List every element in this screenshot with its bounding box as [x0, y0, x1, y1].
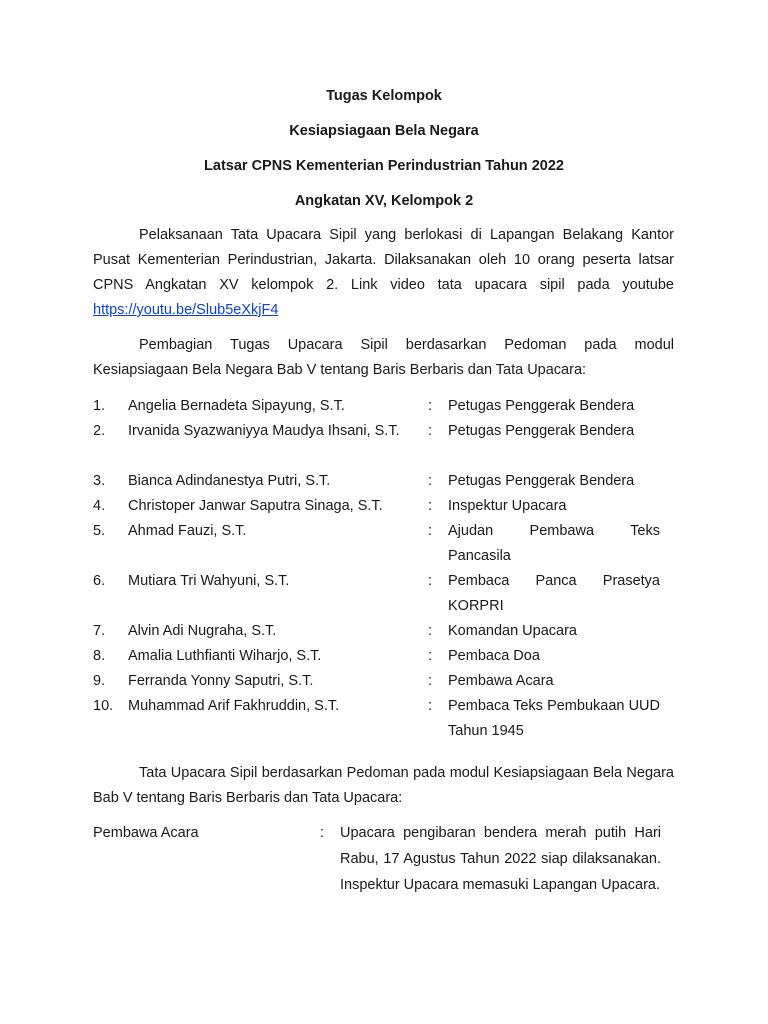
separator-colon: :: [428, 573, 433, 589]
procedure-paragraph: [93, 761, 674, 811]
item-number: 4.: [93, 498, 106, 514]
item-number: 7.: [93, 623, 106, 639]
document-group: Angkatan XV, Kelompok 2: [294, 193, 474, 209]
document-title: Tugas Kelompok: [326, 88, 442, 104]
member-name: Ferranda Yonny Saputri, S.T.: [128, 673, 314, 689]
separator-colon: :: [428, 398, 433, 414]
duty-text: Upacara pengibaran bendera merah putih Hari Rabu, 17 Agustus Tahun 2022 siap dilaksanakan. Inspektur Upacara memasuki Lapangan Upacara.: [340, 825, 661, 893]
separator-colon: :: [320, 825, 325, 841]
separator-colon: :: [428, 673, 433, 689]
member-name: Irvanida Syazwaniyya Maudya Ihsani, S.T.: [128, 423, 400, 439]
list-item: [93, 394, 673, 419]
duty-label: Pembawa Acara: [93, 825, 199, 841]
member-role: Komandan Upacara: [448, 623, 577, 639]
member-role: Pembawa Acara: [448, 673, 554, 689]
list-item: [93, 669, 673, 694]
member-role: Pembaca Teks Pembukaan UUD Tahun 1945: [448, 698, 660, 739]
member-name: Bianca Adindanestya Putri, S.T.: [128, 473, 331, 489]
document-subtitle: Kesiapsiagaan Bela Negara: [289, 123, 479, 139]
item-number: 1.: [93, 398, 106, 414]
member-name: Christoper Janwar Saputra Sinaga, S.T.: [128, 498, 383, 514]
member-role: Inspektur Upacara: [448, 498, 567, 514]
member-name: Muhammad Arif Fakhruddin, S.T.: [128, 698, 340, 714]
intro-text: Pelaksanaan Tata Upacara Sipil yang berlokasi di Lapangan Belakang Kantor Pusat Kementerian Perindustrian, Jakarta. Dilaksanakan oleh 10 orang peserta latsar CPNS Angkatan XV kelompok 2. Link video tata upacara sipil pada youtube: [93, 227, 674, 293]
item-number: 5.: [93, 523, 106, 539]
item-number: 10.: [93, 698, 114, 714]
member-list: [93, 394, 673, 744]
member-name: Amalia Luthfianti Wiharjo, S.T.: [128, 648, 322, 664]
list-item: [93, 494, 673, 519]
member-name: Mutiara Tri Wahyuni, S.T.: [128, 573, 290, 589]
separator-colon: :: [428, 423, 433, 439]
member-role: Pembaca Doa: [448, 648, 540, 664]
separator-colon: :: [428, 498, 433, 514]
member-name: Alvin Adi Nugraha, S.T.: [128, 623, 277, 639]
item-number: 3.: [93, 473, 106, 489]
member-role: Petugas Penggerak Bendera: [448, 398, 635, 414]
item-number: 9.: [93, 673, 106, 689]
list-item: [93, 519, 673, 569]
procedure-text: Tata Upacara Sipil berdasarkan Pedoman pada modul Kesiapsiagaan Bela Negara Bab V tentang Baris Berbaris dan Tata Upacara:: [93, 765, 674, 806]
member-role: Ajudan Pembawa Teks Pancasila: [448, 523, 660, 564]
list-item: [93, 569, 673, 619]
member-role: Petugas Penggerak Bendera: [448, 423, 635, 439]
item-number: 2.: [93, 423, 106, 439]
youtube-link[interactable]: https://youtu.be/Slub5eXkjF4: [93, 302, 279, 318]
list-item: [93, 644, 673, 669]
list-item: [93, 419, 673, 469]
division-text: Pembagian Tugas Upacara Sipil berdasarkan Pedoman pada modul Kesiapsiagaan Bela Negara Bab V tentang Baris Berbaris dan Tata Upacara:: [93, 337, 674, 378]
member-name: Angelia Bernadeta Sipayung, S.T.: [128, 398, 345, 414]
division-paragraph: [93, 333, 674, 383]
item-number: 6.: [93, 573, 106, 589]
list-item: [93, 469, 673, 494]
item-number: 8.: [93, 648, 106, 664]
list-item: [93, 619, 673, 644]
separator-colon: :: [428, 698, 433, 714]
member-role: Pembaca Panca Prasetya KORPRI: [448, 573, 660, 614]
intro-paragraph: [93, 223, 674, 323]
separator-colon: :: [428, 623, 433, 639]
separator-colon: :: [428, 473, 433, 489]
document-program: Latsar CPNS Kementerian Perindustrian Tahun 2022: [204, 158, 564, 174]
member-role: Petugas Penggerak Bendera: [448, 473, 635, 489]
separator-colon: :: [428, 648, 433, 664]
list-item: [93, 694, 673, 744]
separator-colon: :: [428, 523, 433, 539]
member-name: Ahmad Fauzi, S.T.: [128, 523, 247, 539]
